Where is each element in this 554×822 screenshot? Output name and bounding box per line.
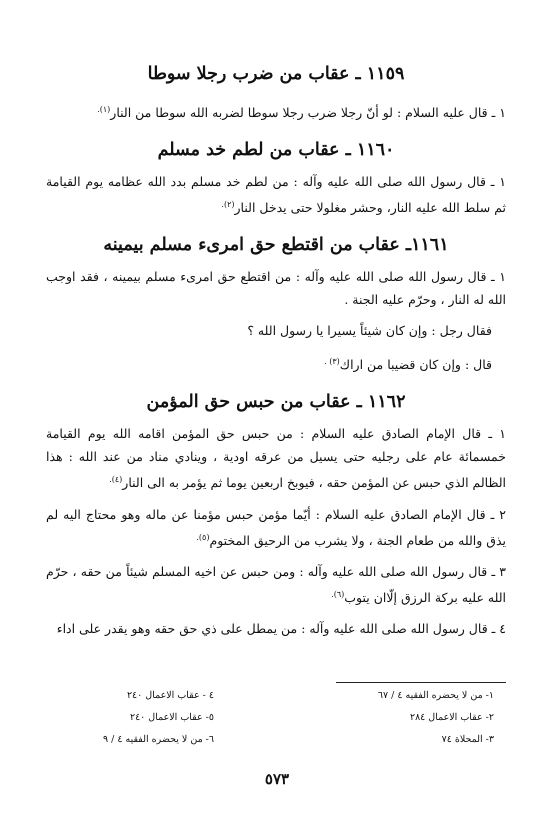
hadith-1162-4: ٤ ـ قال رسول الله صلى الله عليه وآله : من يمطل على ذي حق حقه وهو يقدر على اداء xyxy=(56,620,506,636)
page-number: ٥٧٣ xyxy=(264,770,290,788)
hadith-1159-1: ١ ـ قال عليه السلام : لو أنّ رجلا ضرب رجلا سوطا لضربه الله سوطا من النار$^{(١).}$ xyxy=(97,105,506,121)
footnote-ref-5: (٥). xyxy=(196,532,210,542)
hadith-1161-1: ١ ـ قال رسول الله صلى الله عليه وآله : من اقتطع حق امرىء مسلم بيمينه ، فقد اوجب الله له النار ، وحرّم عليه الجنة . xyxy=(46,269,506,308)
footnote-ref-2: (٢). xyxy=(221,200,235,210)
footnote-1: ١- من لا يحضره الفقيه ٤ / ٦٧ xyxy=(377,690,494,701)
section-heading-1162: ١١٦٢ ـ عقاب من حبس حق المؤمن xyxy=(146,392,406,413)
hadith-1162-1: ١ ـ قال الإمام الصادق عليه السلام : من حبس حق المؤمن اقامه الله يوم القيامة خمسمائة عام على رجليه حتى يسيل من عرقه اودية ، وينادي مناد من عند الله : هذا الظالم الذي حبس عن المؤمن حقه ، فيوبخ اربعين يوما ثم يؤمر به الى النار$^{(٤).}$ xyxy=(46,426,506,491)
footnote-3: ٣- المحلاة ٧٤ xyxy=(441,734,494,745)
footnote-6: ٦- من لا يحضره الفقيه ٤ / ٩ xyxy=(103,734,214,745)
section-heading-1159: ١١٥٩ ـ عقاب من ضرب رجلا سوطا xyxy=(147,64,405,84)
section-heading-1160: ١١٦٠ ـ عقاب من لطم خد مسلم xyxy=(157,140,395,161)
footnote-ref-6: (٦). xyxy=(331,589,345,599)
footnote-2: ٢- عقاب الاعمال ٢٨٤ xyxy=(409,712,494,723)
footnote-4: ٤ - عقاب الاعمال ٢٤٠ xyxy=(126,690,214,701)
footnote-divider xyxy=(336,682,506,683)
section-heading-1161: ١١٦١ـ عقاب من اقتطع حق امرىء مسلم بيمينه xyxy=(103,235,449,256)
footnote-ref-3: (٣) . xyxy=(324,357,340,367)
hadith-1162-3: ٣ ـ قال رسول الله صلى الله عليه وآله : ومن حبس عن اخيه المسلم شيئاً من حقه ، حرّم الله عليه بركة الرزق إلّاان يتوب$^{(٦).}$ xyxy=(46,563,506,605)
footnote-5: ٥- عقاب الاعمال ٢٤٠ xyxy=(129,712,214,723)
hadith-1161-question: فقال رجل : وإن كان شيئاً يسيرا يا رسول الله ؟ xyxy=(247,323,492,339)
hadith-1160-1: ١ ـ قال رسول الله صلى الله عليه وآله : من لطم خد مسلم بدد الله عظامه يوم القيامة ثم سلط الله عليه النار، وحشر مغلولا حتى يدخل النار$^{(٢).}$ xyxy=(46,174,506,216)
hadith-1162-2: ٢ ـ قال الإمام الصادق عليه السلام : أيّما مؤمن حبس مؤمنا عن ماله وهو محتاج اليه لم يذق والله من طعام الجنة ، ولا يشرب من الرحيق المختوم$^{(٥).}$ xyxy=(46,506,506,548)
hadith-1161-answer: قال : وإن كان قضيبا من اراك$^{(٣) .}$ xyxy=(324,357,492,373)
footnote-ref-1: (١). xyxy=(97,105,111,114)
footnote-ref-4: (٤). xyxy=(109,475,123,485)
